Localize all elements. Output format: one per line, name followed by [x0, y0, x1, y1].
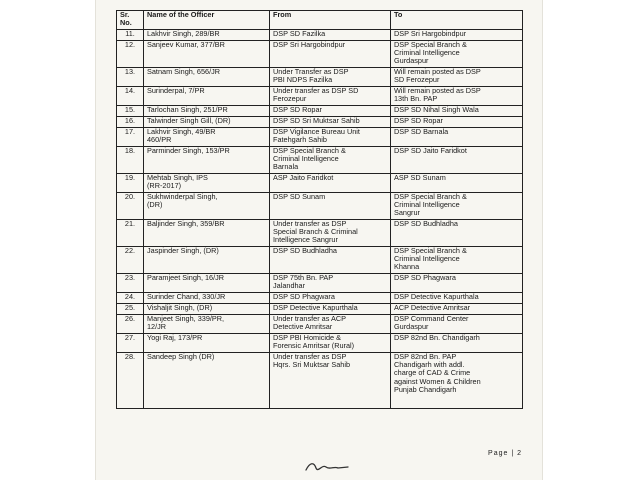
from-posting-cell: DSP Detective Kapurthala	[270, 304, 391, 315]
table-row	[117, 106, 523, 117]
officer-name-cell: Lakhvir Singh, 289/BR	[144, 30, 270, 41]
sr-no-cell: 28.	[117, 353, 144, 409]
to-posting-cell: DSP SD Budhladha	[391, 220, 523, 247]
to-posting-cell: Will remain posted as DSP SD Ferozepur	[391, 68, 523, 87]
from-posting-cell: DSP Vigilance Bureau Unit Fatehgarh Sahib	[270, 128, 391, 147]
sr-no-cell: 15.	[117, 106, 144, 117]
to-posting-cell: DSP SD Barnala	[391, 128, 523, 147]
header-from: From	[270, 11, 391, 30]
to-posting-cell: DSP SD Phagwara	[391, 274, 523, 293]
page-number: Page | 2	[488, 450, 522, 457]
to-posting-cell: ASP SD Sunam	[391, 174, 523, 193]
table-row	[117, 293, 523, 304]
from-posting-cell: DSP SD Fazilka	[270, 30, 391, 41]
from-posting-cell: DSP SD Sunam	[270, 193, 391, 220]
to-posting-cell: DSP Detective Kapurthala	[391, 293, 523, 304]
to-posting-cell: DSP SD Ropar	[391, 117, 523, 128]
sr-no-cell: 11.	[117, 30, 144, 41]
table-row	[117, 128, 523, 147]
table-row	[117, 247, 523, 274]
sr-no-cell: 18.	[117, 147, 144, 174]
sr-no-cell: 19.	[117, 174, 144, 193]
header-to: To	[391, 11, 523, 30]
to-posting-cell: DSP Sri Hargobindpur	[391, 30, 523, 41]
officer-name-cell: Parminder Singh, 153/PR	[144, 147, 270, 174]
to-posting-cell: DSP Command Center Gurdaspur	[391, 315, 523, 334]
from-posting-cell: Under Transfer as DSP PBI NDPS Fazilka	[270, 68, 391, 87]
table-row	[117, 30, 523, 41]
officer-name-cell: Surinderpal, 7/PR	[144, 87, 270, 106]
from-posting-cell: DSP SD Phagwara	[270, 293, 391, 304]
from-posting-cell: DSP 75th Bn. PAP Jalandhar	[270, 274, 391, 293]
officer-name-cell: Talwinder Singh Gill, (DR)	[144, 117, 270, 128]
table-row	[117, 147, 523, 174]
to-posting-cell: DSP SD Jaito Faridkot	[391, 147, 523, 174]
to-posting-cell: DSP Special Branch & Criminal Intelligence Khanna	[391, 247, 523, 274]
officer-name-cell: Sukhwinderpal Singh, (DR)	[144, 193, 270, 220]
to-posting-cell: ACP Detective Amritsar	[391, 304, 523, 315]
table-row	[117, 117, 523, 128]
from-posting-cell: Under transfer as DSP SD Ferozepur	[270, 87, 391, 106]
from-posting-cell: DSP PBI Homicide & Forensic Amritsar (Rural)	[270, 334, 391, 353]
officer-name-cell: Yogi Raj, 173/PR	[144, 334, 270, 353]
officer-name-cell: Surinder Chand, 330/JR	[144, 293, 270, 304]
sr-no-cell: 23.	[117, 274, 144, 293]
sr-no-cell: 22.	[117, 247, 144, 274]
handwritten-signature-icon	[304, 458, 364, 476]
sr-no-cell: 12.	[117, 41, 144, 68]
to-posting-cell: DSP Special Branch & Criminal Intelligence Gurdaspur	[391, 41, 523, 68]
table-row	[117, 274, 523, 293]
officer-name-cell: Sandeep Singh (DR)	[144, 353, 270, 409]
table-header-row	[117, 11, 523, 30]
sr-no-cell: 21.	[117, 220, 144, 247]
table-row	[117, 41, 523, 68]
officer-name-cell: Lakhvir Singh, 49/BR 460/PR	[144, 128, 270, 147]
sr-no-cell: 27.	[117, 334, 144, 353]
from-posting-cell: DSP SD Ropar	[270, 106, 391, 117]
officer-name-cell: Paramjeet Singh, 16/JR	[144, 274, 270, 293]
table-row	[117, 334, 523, 353]
sr-no-cell: 26.	[117, 315, 144, 334]
table-row	[117, 304, 523, 315]
table-row	[117, 315, 523, 334]
officer-name-cell: Tarlochan Singh, 251/PR	[144, 106, 270, 117]
sr-no-cell: 25.	[117, 304, 144, 315]
sr-no-cell: 16.	[117, 117, 144, 128]
table-row	[117, 220, 523, 247]
sr-no-cell: 24.	[117, 293, 144, 304]
table-row	[117, 174, 523, 193]
table-row	[117, 87, 523, 106]
sr-no-cell: 17.	[117, 128, 144, 147]
header-officer-name: Name of the Officer	[144, 11, 270, 30]
table-row	[117, 193, 523, 220]
to-posting-cell: Will remain posted as DSP 13th Bn. PAP	[391, 87, 523, 106]
officer-name-cell: Sanjeev Kumar, 377/BR	[144, 41, 270, 68]
officer-name-cell: Mehtab Singh, IPS (RR-2017)	[144, 174, 270, 193]
to-posting-cell: DSP SD Nihal Singh Wala	[391, 106, 523, 117]
to-posting-cell: DSP 82nd Bn. Chandigarh	[391, 334, 523, 353]
sr-no-cell: 14.	[117, 87, 144, 106]
from-posting-cell: ASP Jaito Faridkot	[270, 174, 391, 193]
header-sr-no: Sr. No.	[117, 11, 144, 30]
from-posting-cell: DSP Special Branch & Criminal Intelligence Barnala	[270, 147, 391, 174]
from-posting-cell: DSP SD Budhladha	[270, 247, 391, 274]
officer-name-cell: Satnam Singh, 656/JR	[144, 68, 270, 87]
sr-no-cell: 13.	[117, 68, 144, 87]
officer-name-cell: Jaspinder Singh, (DR)	[144, 247, 270, 274]
document-page	[96, 0, 542, 480]
from-posting-cell: Under transfer as DSP Hqrs. Sri Muktsar Sahib	[270, 353, 391, 409]
from-posting-cell: DSP SD Sri Muktsar Sahib	[270, 117, 391, 128]
from-posting-cell: DSP Sri Hargobindpur	[270, 41, 391, 68]
table-row	[117, 68, 523, 87]
sr-no-cell: 20.	[117, 193, 144, 220]
from-posting-cell: Under transfer as DSP Special Branch & Criminal Intelligence Sangrur	[270, 220, 391, 247]
table-row	[117, 353, 523, 409]
from-posting-cell: Under transfer as ACP Detective Amritsar	[270, 315, 391, 334]
officer-name-cell: Baljinder Singh, 359/BR	[144, 220, 270, 247]
officer-name-cell: Vishaljit Singh, (DR)	[144, 304, 270, 315]
officer-name-cell: Manjeet Singh, 339/PR, 12/JR	[144, 315, 270, 334]
to-posting-cell: DSP Special Branch & Criminal Intelligence Sangrur	[391, 193, 523, 220]
transfer-orders-table	[116, 10, 523, 409]
to-posting-cell: DSP 82nd Bn. PAP Chandigarh with addl. charge of CAD & Crime against Women & Children Punjab Chandigarh	[391, 353, 523, 409]
